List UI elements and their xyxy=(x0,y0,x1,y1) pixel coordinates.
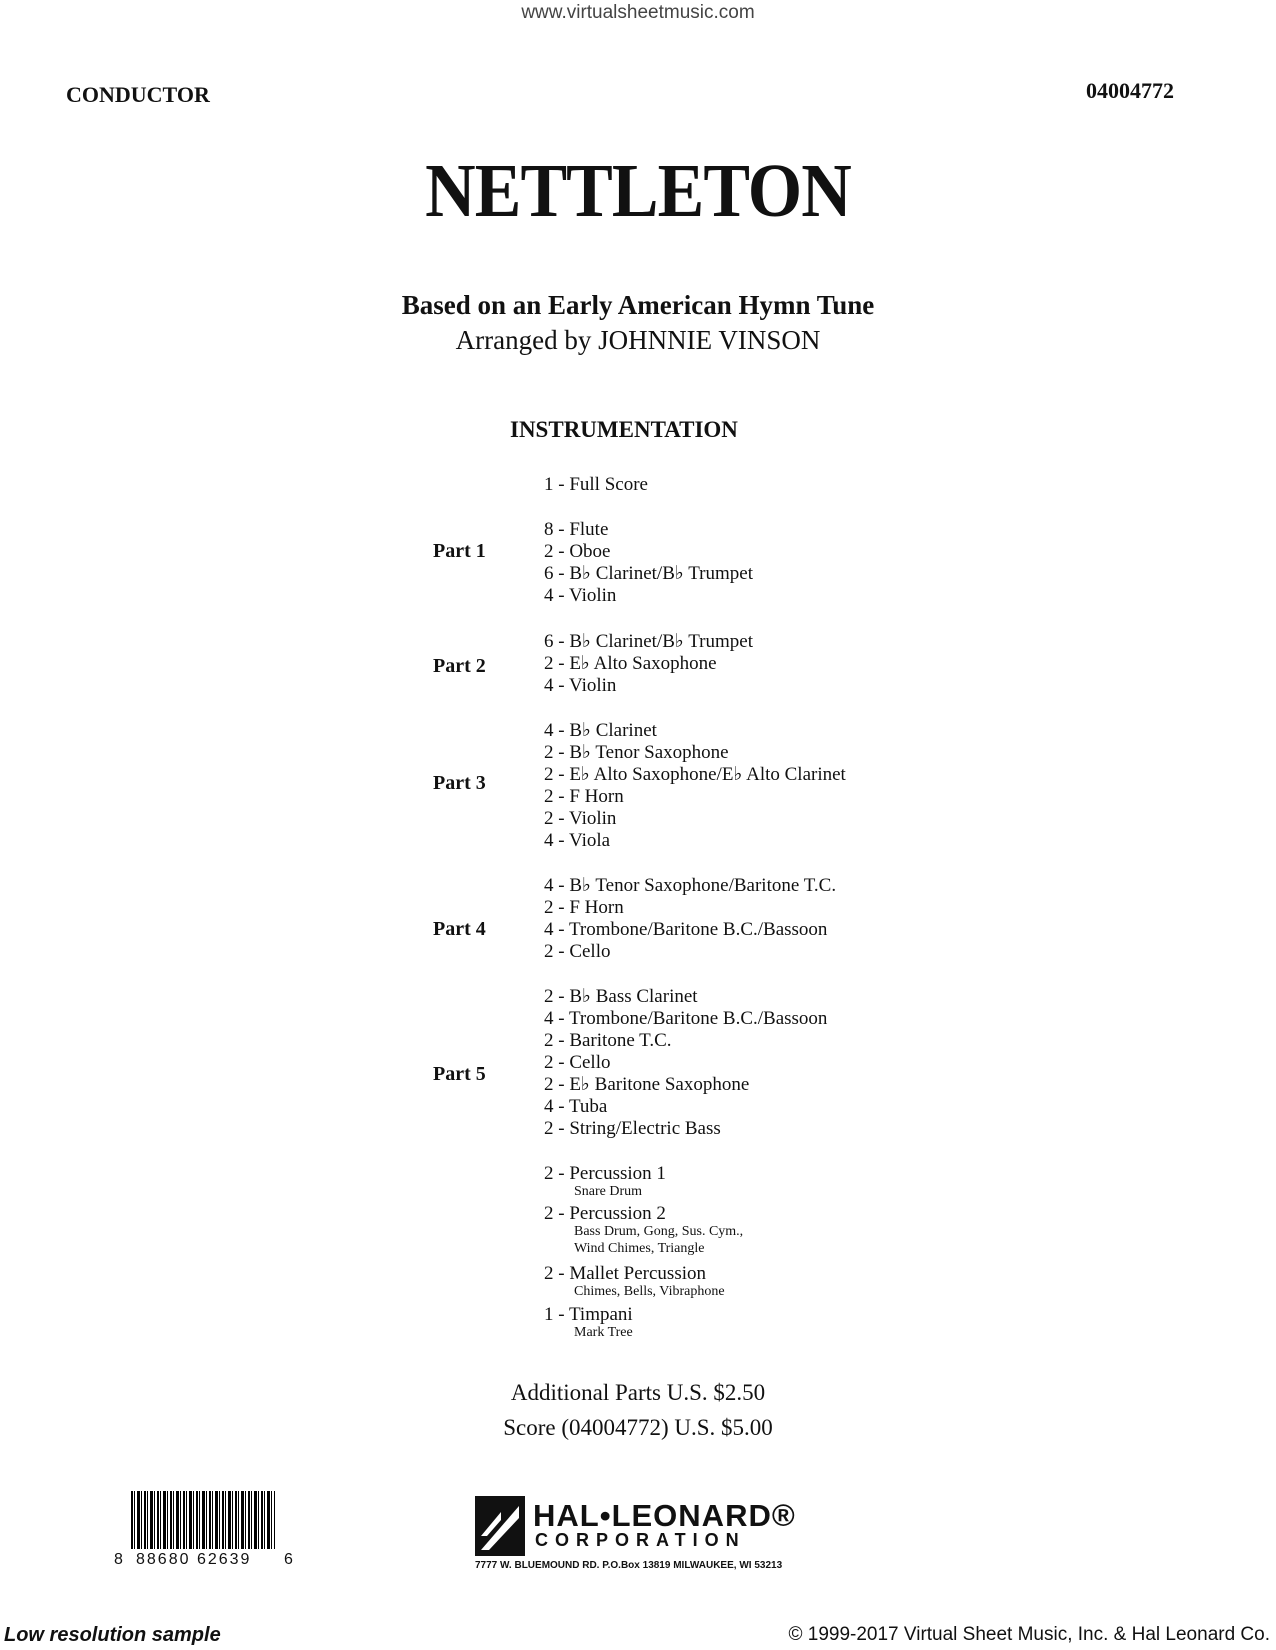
percussion-detail: Mark Tree xyxy=(574,1325,633,1340)
instrument-line: 2 - String/Electric Bass xyxy=(544,1118,721,1139)
instrument-line: 6 - B♭ Clarinet/B♭ Trumpet xyxy=(544,563,753,584)
percussion-detail: Wind Chimes, Triangle xyxy=(574,1241,705,1256)
instrument-line: 4 - Trombone/Baritone B.C./Bassoon xyxy=(544,919,828,940)
barcode-right-digit: 6 xyxy=(284,1551,293,1568)
instrument-line: 2 - B♭ Tenor Saxophone xyxy=(544,742,729,763)
instrument-line: 2 - Cello xyxy=(544,1052,611,1073)
instrumentation-heading: INSTRUMENTATION xyxy=(510,417,738,442)
barcode xyxy=(114,1491,296,1569)
percussion-detail: Chimes, Bells, Vibraphone xyxy=(574,1284,725,1299)
percussion-detail: Snare Drum xyxy=(574,1184,643,1199)
hal-leonard-logo-icon xyxy=(475,1496,525,1556)
publisher-name: HAL•LEONARD® xyxy=(533,1498,796,1533)
percussion-line: 2 - Percussion 2 xyxy=(544,1203,666,1224)
barcode-digits: 88680 62639 xyxy=(136,1551,252,1568)
barcode-bars xyxy=(131,1491,275,1549)
full-score-line: 1 - Full Score xyxy=(544,474,648,495)
percussion-line: 2 - Mallet Percussion xyxy=(544,1263,707,1284)
sample-notice: Low resolution sample xyxy=(4,1624,221,1646)
instrument-line: 4 - Violin xyxy=(544,585,617,606)
instrument-line: 2 - E♭ Alto Saxophone xyxy=(544,653,717,674)
instrument-line: 2 - Cello xyxy=(544,941,611,962)
percussion-detail: Bass Drum, Gong, Sus. Cym., xyxy=(574,1224,744,1239)
publisher-logo xyxy=(475,1496,835,1576)
instrument-line: 2 - B♭ Bass Clarinet xyxy=(544,986,698,1007)
publisher-address: 7777 W. BLUEMOUND RD. P.O.Box 13819 MILWAUKEE, WI 53213 xyxy=(475,1560,783,1571)
score-price: Score (04004772) U.S. $5.00 xyxy=(503,1415,773,1440)
instrument-line: 4 - Trombone/Baritone B.C./Bassoon xyxy=(544,1008,828,1029)
part-1-label: Part 1 xyxy=(433,540,486,562)
part-4-label: Part 4 xyxy=(433,918,486,940)
instrument-line: 2 - E♭ Baritone Saxophone xyxy=(544,1074,750,1095)
part-3-label: Part 3 xyxy=(433,772,486,794)
instrument-line: 4 - Violin xyxy=(544,675,617,696)
part-5-label: Part 5 xyxy=(433,1063,486,1085)
instrument-line: 4 - Viola xyxy=(544,830,611,851)
instrument-line: 2 - F Horn xyxy=(544,786,624,807)
instrument-line: 6 - B♭ Clarinet/B♭ Trumpet xyxy=(544,631,753,652)
page-title: NETTLETON xyxy=(425,149,851,233)
instrument-line: 4 - B♭ Tenor Saxophone/Baritone T.C. xyxy=(544,875,837,896)
instrument-line: 2 - E♭ Alto Saxophone/E♭ Alto Clarinet xyxy=(544,764,846,785)
instrument-line: 2 - F Horn xyxy=(544,897,624,918)
instrument-line: 4 - Tuba xyxy=(544,1096,608,1117)
additional-parts-price: Additional Parts U.S. $2.50 xyxy=(510,1380,766,1405)
part-label: CONDUCTOR xyxy=(66,82,210,107)
site-url: www.virtualsheetmusic.com xyxy=(521,2,755,23)
instrument-line: 2 - Baritone T.C. xyxy=(544,1030,672,1051)
instrument-line: 2 - Violin xyxy=(544,808,617,829)
barcode-left-digit: 8 xyxy=(114,1551,123,1568)
catalog-number: 04004772 xyxy=(1086,78,1174,103)
copyright: © 1999-2017 Virtual Sheet Music, Inc. & Hal Leonard Co. xyxy=(788,1624,1270,1645)
instrument-line: 8 - Flute xyxy=(544,519,609,540)
subtitle: Based on an Early American Hymn Tune xyxy=(401,290,875,320)
instrument-line: 4 - B♭ Clarinet xyxy=(544,720,657,741)
arranger-credit: Arranged by JOHNNIE VINSON xyxy=(455,325,821,355)
publisher-corporation: CORPORATION xyxy=(535,1530,746,1550)
instrument-line: 2 - Oboe xyxy=(544,541,611,562)
percussion-line: 2 - Percussion 1 xyxy=(544,1163,666,1184)
percussion-line: 1 - Timpani xyxy=(544,1304,633,1325)
part-2-label: Part 2 xyxy=(433,655,486,677)
